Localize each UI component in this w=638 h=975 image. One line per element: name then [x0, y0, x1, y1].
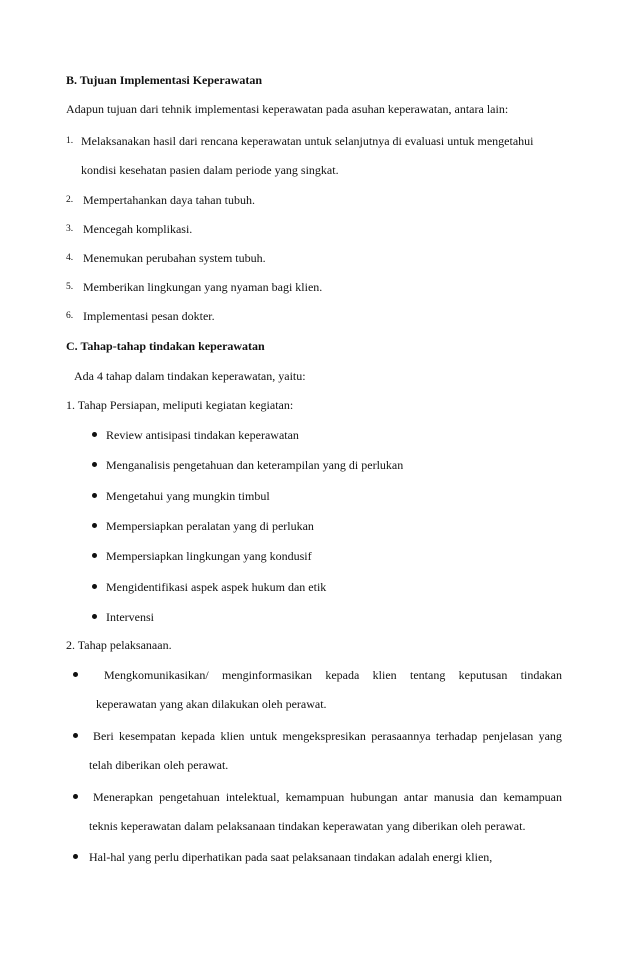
- bullet-text-cont: keperawatan yang akan dilakukan oleh perawat.: [96, 697, 327, 711]
- word: terhadap: [435, 729, 478, 743]
- word: Mengkomunikasikan/: [104, 668, 209, 682]
- bullet-text-justified: [104, 668, 562, 682]
- word: kepada: [181, 729, 216, 743]
- word: hubungan: [350, 790, 398, 804]
- word: untuk: [249, 729, 278, 743]
- bullet-text: Mempersiapkan peralatan yang di perlukan: [106, 519, 314, 533]
- bullet-icon: [73, 854, 78, 859]
- word: Menerapkan: [93, 790, 153, 804]
- list-item-number: 4.: [66, 253, 74, 263]
- bullet-icon: [92, 614, 97, 619]
- list-item-text: Implementasi pesan dokter.: [83, 309, 215, 323]
- list-item-number: 2.: [66, 195, 74, 205]
- bullet-icon: [92, 584, 97, 589]
- stage-1-title: 1. Tahap Persiapan, meliputi kegiatan kegiatan:: [66, 398, 294, 412]
- word: kepada: [325, 668, 360, 682]
- bullet-text: Mengidentifikasi aspek aspek hukum dan etik: [106, 580, 327, 594]
- bullet-text: Hal-hal yang perlu diperhatikan pada saat pelaksanaan tindakan adalah energi klien,: [89, 850, 493, 864]
- bullet-text: Mengetahui yang mungkin timbul: [106, 489, 270, 503]
- word: intelektual,: [225, 790, 280, 804]
- section-c-heading: C. Tahap-tahap tindakan keperawatan: [66, 339, 265, 353]
- word: kemampuan: [285, 790, 345, 804]
- word: yang: [538, 729, 562, 743]
- section-b-heading: B. Tujuan Implementasi Keperawatan: [66, 73, 263, 87]
- list-item-text: Mencegah komplikasi.: [83, 222, 193, 236]
- bullet-icon: [92, 432, 97, 437]
- word: penjelasan: [482, 729, 534, 743]
- bullet-text: Intervensi: [106, 610, 154, 624]
- word: mengekspresikan: [282, 729, 366, 743]
- bullet-icon: [73, 733, 78, 738]
- list-item-number: 1.: [66, 136, 74, 146]
- bullet-icon: [92, 493, 97, 498]
- bullet-icon: [92, 523, 97, 528]
- word: kemampuan: [503, 790, 562, 804]
- word: kesempatan: [119, 729, 176, 743]
- list-item-number: 5.: [66, 282, 74, 292]
- section-b-intro: Adapun tujuan dari tehnik implementasi keperawatan pada asuhan keperawatan, antara lain:: [66, 102, 509, 116]
- word: perasaannya: [371, 729, 431, 743]
- list-item-text: Memberikan lingkungan yang nyaman bagi klien.: [83, 280, 323, 294]
- word: klien: [220, 729, 245, 743]
- bullet-text: Menganalisis pengetahuan dan keterampilan yang di perlukan: [106, 458, 404, 472]
- bullet-text: Review antisipasi tindakan keperawatan: [106, 428, 299, 442]
- word: antar: [403, 790, 428, 804]
- word: klien: [372, 668, 397, 682]
- word: keputusan: [458, 668, 508, 682]
- bullet-text-cont: teknis keperawatan dalam pelaksanaan tindakan keperawatan yang diberikan oleh perawat.: [89, 819, 526, 833]
- bullet-text-justified: [93, 790, 562, 804]
- bullet-text-justified: [93, 729, 562, 743]
- word: tindakan: [520, 668, 562, 682]
- bullet-icon: [92, 553, 97, 558]
- word: pengetahuan: [159, 790, 220, 804]
- word: dan: [479, 790, 498, 804]
- bullet-text: Mempersiapkan lingkungan yang kondusif: [106, 549, 312, 563]
- section-c-intro: Ada 4 tahap dalam tindakan keperawatan, yaitu:: [74, 369, 306, 383]
- bullet-text-cont: telah diberikan oleh perawat.: [89, 758, 229, 772]
- list-item-text: Melaksanakan hasil dari rencana keperawatan untuk selanjutnya di evaluasi untuk mengetahui: [81, 134, 534, 148]
- bullet-icon: [92, 462, 97, 467]
- bullet-icon: [73, 794, 78, 799]
- word: Beri: [93, 729, 114, 743]
- list-item-number: 6.: [66, 311, 74, 321]
- word: tentang: [410, 668, 446, 682]
- list-item-text: Mempertahankan daya tahan tubuh.: [83, 193, 255, 207]
- stage-2-title: 2. Tahap pelaksanaan.: [66, 638, 172, 652]
- bullet-icon: [73, 672, 78, 677]
- word: manusia: [433, 790, 474, 804]
- list-item-text-cont: kondisi kesehatan pasien dalam periode yang singkat.: [81, 163, 339, 177]
- word: menginformasikan: [222, 668, 312, 682]
- list-item-text: Menemukan perubahan system tubuh.: [83, 251, 266, 265]
- list-item-number: 3.: [66, 224, 74, 234]
